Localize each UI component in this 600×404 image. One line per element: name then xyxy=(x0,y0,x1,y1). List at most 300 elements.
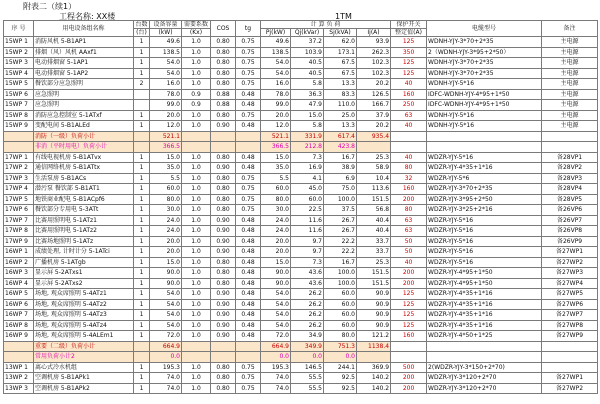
cell-kx: 1.0 xyxy=(182,110,211,121)
cell-count: 1 xyxy=(134,152,150,163)
header-count: 台数 xyxy=(135,21,148,28)
cell-qj: 103.9 xyxy=(291,47,324,58)
cell-capacity: 24.0 xyxy=(150,215,182,226)
cell-kx: 1.0 xyxy=(182,121,211,132)
cell-name: 地铁商业配电 5-B1ACpf6 xyxy=(34,194,134,205)
cell-sj: 22.2 xyxy=(324,247,357,258)
cell-capacity: 74.0 xyxy=(150,373,182,384)
cell-ij: 151.5 xyxy=(357,194,391,205)
cell-tg xyxy=(236,352,261,363)
cell-cable: WDZR-YJY-4*35+1*16 xyxy=(427,289,542,300)
cell-kx: 1.0 xyxy=(182,289,211,300)
cell-cable: WDZR-YJY-4*35+1*16 xyxy=(427,163,542,174)
cell-ij: 56.8 xyxy=(357,205,391,216)
cell-seq: 15WP 3 xyxy=(4,58,34,69)
cell-sj: 26.7 xyxy=(324,215,357,226)
cell-count: 2 xyxy=(134,79,150,90)
cell-seq: 16WP 2 xyxy=(4,257,34,268)
cell-kx xyxy=(182,341,211,352)
cell-note: 备28VP2 xyxy=(542,163,598,174)
cell-count: 1 xyxy=(134,257,150,268)
header-tg: tg xyxy=(236,21,261,37)
cell-count: 1 xyxy=(134,205,150,216)
cell-qj: 43.6 xyxy=(291,268,324,279)
cell-sj: 100.0 xyxy=(324,278,357,289)
cell-pj: 15.0 xyxy=(261,257,291,268)
table-row xyxy=(4,89,598,100)
cell-sj: 92.5 xyxy=(324,383,357,394)
cell-kx: 1.0 xyxy=(182,163,211,174)
cell-pj: 366.5 xyxy=(261,142,291,153)
cell-kx: 0.9 xyxy=(182,100,211,111)
cell-sj: 617.4 xyxy=(324,131,357,142)
cell-note: 主电源 xyxy=(542,89,598,100)
cell-note: 备28VP1 xyxy=(542,152,598,163)
cell-kx: 1.0 xyxy=(182,152,211,163)
cell-ij: 40.4 xyxy=(357,226,391,237)
cell-tg: 0.75 xyxy=(236,58,261,69)
cell-qj: 22.5 xyxy=(291,205,324,216)
cell-cos: 0.90 xyxy=(211,163,236,174)
cell-count: 1 xyxy=(134,383,150,394)
table-row xyxy=(4,58,598,69)
cell-name: 餐饮部分应急照明 xyxy=(34,79,134,90)
cell-cos xyxy=(211,352,236,363)
cell-sj: 83.3 xyxy=(324,89,357,100)
cell-count: 1 xyxy=(134,299,150,310)
cell-cable: IDFC-WDNH-YJY-4*95+1*50 xyxy=(427,89,542,100)
cell-sj: 16.7 xyxy=(324,257,357,268)
table-row xyxy=(4,310,598,321)
cell-pj: 664.9 xyxy=(261,341,291,352)
table-row xyxy=(4,121,598,132)
cell-qj: 55.5 xyxy=(291,373,324,384)
cell-breaker: 125 xyxy=(391,320,427,331)
cell-kx: 1.0 xyxy=(182,247,211,258)
cell-count: 1 xyxy=(134,194,150,205)
cell-qj: 5.8 xyxy=(291,121,324,132)
table-row xyxy=(4,247,598,258)
cell-cos: 0.90 xyxy=(211,226,236,237)
cell-count: 1 xyxy=(134,37,150,48)
cell-note: 备27WP6 xyxy=(542,299,598,310)
cell-note: 备27WP7 xyxy=(542,310,598,321)
cell-qj: 7.3 xyxy=(291,152,324,163)
cell-ij: 151.5 xyxy=(357,268,391,279)
cell-capacity: 54.0 xyxy=(150,289,182,300)
cell-capacity: 12.0 xyxy=(150,121,182,132)
cell-breaker: 500 xyxy=(391,362,427,373)
cell-ij: 33.7 xyxy=(357,247,391,258)
table-row xyxy=(4,110,598,121)
cell-tg: 0.48 xyxy=(236,268,261,279)
cell-ij xyxy=(357,142,391,153)
cell-note: 备27WP2 xyxy=(542,383,598,394)
cell-seq xyxy=(4,352,34,363)
cell-pj: 49.6 xyxy=(261,37,291,48)
cell-breaker: 125 xyxy=(391,58,427,69)
cell-cos: 0.80 xyxy=(211,268,236,279)
cell-pj: 0.0 xyxy=(261,352,291,363)
cell-cable: 2（WDNH-YJY-3*95+2*50） xyxy=(427,47,542,58)
cell-qj: 37.2 xyxy=(291,37,324,48)
cell-breaker: 32 xyxy=(391,173,427,184)
cell-qj: 47.9 xyxy=(291,100,324,111)
cell-kx: 1.0 xyxy=(182,268,211,279)
cell-ij: 166.7 xyxy=(357,100,391,111)
cell-qj: 7.3 xyxy=(291,257,324,268)
cell-cos: 0.80 xyxy=(211,58,236,69)
cell-kx: 1.0 xyxy=(182,215,211,226)
cell-ij: 369.9 xyxy=(357,362,391,373)
cell-ij: 102.3 xyxy=(357,58,391,69)
cell-ij: 37.9 xyxy=(357,110,391,121)
cell-pj: 20.0 xyxy=(261,236,291,247)
cell-ij: 262.3 xyxy=(357,47,391,58)
table-row xyxy=(4,152,598,163)
cell-seq: 17WP 8 xyxy=(4,226,34,237)
transformer-label: 1TM xyxy=(335,12,352,21)
cell-ij: 151.5 xyxy=(357,278,391,289)
cell-breaker: 125 xyxy=(391,299,427,310)
table-row xyxy=(4,268,598,279)
cell-sj: 751.3 xyxy=(324,341,357,352)
cell-seq: 16WP 5 xyxy=(4,289,34,300)
table-row xyxy=(4,47,598,58)
cell-pj: 54.0 xyxy=(261,299,291,310)
cell-cos: 0.80 xyxy=(211,373,236,384)
cell-breaker: 125 xyxy=(391,37,427,48)
cell-sj: 244.1 xyxy=(324,362,357,373)
cell-pj: 99.0 xyxy=(261,100,291,111)
cell-name: 场地, 观众席照明 5-4ATz4 xyxy=(34,320,134,331)
cell-seq xyxy=(4,131,34,142)
header-note: 备注 xyxy=(542,21,598,37)
cell-sj: 25.0 xyxy=(324,110,357,121)
cell-count: 1 xyxy=(134,247,150,258)
header-cos: COS xyxy=(211,21,236,37)
cell-seq: 16WP 6 xyxy=(4,299,34,310)
cell-cos: 0.80 xyxy=(211,173,236,184)
table-row xyxy=(4,100,598,111)
cell-note: 主电源 xyxy=(542,47,598,58)
cell-qj: 40.5 xyxy=(291,68,324,79)
cell-seq: 15WP 2 xyxy=(4,47,34,58)
header-ij: Ij(A) xyxy=(357,29,391,37)
cell-kx xyxy=(182,131,211,142)
cell-ij: 1138.4 xyxy=(357,341,391,352)
cell-capacity: 20.0 xyxy=(150,247,182,258)
cell-breaker: 200 xyxy=(391,278,427,289)
cell-tg: 0.75 xyxy=(236,79,261,90)
cell-kx: 1.0 xyxy=(182,58,211,69)
cell-sj: 173.1 xyxy=(324,47,357,58)
cell-name: 显示屏 5-2ATxs2 xyxy=(34,278,134,289)
cell-name: 有线电视机房 5-B1ATvx xyxy=(34,152,134,163)
cell-breaker: 40 xyxy=(391,121,427,132)
cell-sj: 0.0 xyxy=(324,352,357,363)
table-row xyxy=(4,289,598,300)
cell-qj: 5.8 xyxy=(291,79,324,90)
cell-tg: 0.48 xyxy=(236,299,261,310)
cell-qj: 40.5 xyxy=(291,58,324,69)
table-row xyxy=(4,331,598,342)
cell-seq: 15WP 1 xyxy=(4,37,34,48)
cell-note: 备27WP1 xyxy=(542,373,598,384)
cell-pj: 78.0 xyxy=(261,89,291,100)
cell-name: 餐饮部分专用电 5-3ATt xyxy=(34,205,134,216)
cell-seq: 13WP 2 xyxy=(4,373,34,384)
cell-seq xyxy=(4,341,34,352)
cell-sj: 62.0 xyxy=(324,37,357,48)
table-row xyxy=(4,215,598,226)
cell-tg xyxy=(236,131,261,142)
cell-pj: 521.1 xyxy=(261,131,291,142)
cell-cable: WDNH-YJY-3*70+2*35 xyxy=(427,68,542,79)
cell-note: 主电源 xyxy=(542,68,598,79)
cell-sj: 423.8 xyxy=(324,142,357,153)
cell-count xyxy=(134,131,150,142)
cell-ij: 58.9 xyxy=(357,163,391,174)
cell-cos: 0.88 xyxy=(211,100,236,111)
cell-cos xyxy=(211,131,236,142)
cell-cable: WDZR-YJY-5*16 xyxy=(427,152,542,163)
table-row xyxy=(4,205,598,216)
cell-note: 备26VP7 xyxy=(542,215,598,226)
cell-tg: 0.75 xyxy=(236,47,261,58)
cell-breaker: 160 xyxy=(391,89,427,100)
cell-cable: WDNH-YJY-5*16 xyxy=(427,79,542,90)
cell-name: 变配电间 5-B1ALEd xyxy=(34,121,134,132)
cell-seq: 15WP 4 xyxy=(4,68,34,79)
cell-name: 消防（一级）负荷小计 xyxy=(34,131,134,142)
cell-kx xyxy=(182,142,211,153)
cell-seq: 16WP 8 xyxy=(4,320,34,331)
cell-capacity: 5.5 xyxy=(150,173,182,184)
cell-seq: 17WP 5 xyxy=(4,194,34,205)
cell-ij: 33.7 xyxy=(357,236,391,247)
cell-tg: 0.48 xyxy=(236,320,261,331)
cell-count: 1 xyxy=(134,236,150,247)
cell-ij: 10.4 xyxy=(357,173,391,184)
cell-capacity: 54.0 xyxy=(150,320,182,331)
cell-capacity: 15.0 xyxy=(150,152,182,163)
cell-breaker: 125 xyxy=(391,289,427,300)
cell-breaker: 125 xyxy=(391,310,427,321)
cell-ij: 90.9 xyxy=(357,310,391,321)
cell-name: 电动排烟窗 5-1AP2 xyxy=(34,68,134,79)
cell-note: 主电源 xyxy=(542,79,598,90)
cell-tg: 0.75 xyxy=(236,194,261,205)
cell-note xyxy=(542,131,598,142)
cell-note: 备28VP5 xyxy=(542,194,598,205)
cell-capacity: 90.0 xyxy=(150,268,182,279)
cell-note: 主电源 xyxy=(542,110,598,121)
cell-qj: 4.1 xyxy=(291,173,324,184)
cell-tg: 0.75 xyxy=(236,37,261,48)
cell-breaker: 40 xyxy=(391,152,427,163)
cell-ij: 935.4 xyxy=(357,131,391,142)
cell-sj: 6.9 xyxy=(324,173,357,184)
cell-cable xyxy=(427,131,542,142)
cell-ij: 40.4 xyxy=(357,215,391,226)
cell-capacity: 54.0 xyxy=(150,58,182,69)
cell-cable: WDZR-YJY-5*16 xyxy=(427,257,542,268)
cell-seq: 16WP 7 xyxy=(4,310,34,321)
cell-count: 1 xyxy=(134,289,150,300)
cell-seq: 17WP 4 xyxy=(4,184,34,195)
cell-cable: 2(WDZR-YJY-3*150+2*70) xyxy=(427,362,542,373)
cell-cable: WDZR-YJY-3*120+2*70 xyxy=(427,373,542,384)
cell-ij: 102.3 xyxy=(357,68,391,79)
cell-tg: 0.75 xyxy=(236,205,261,216)
cell-note xyxy=(542,352,598,363)
subtotal-row xyxy=(4,352,598,363)
cell-seq: 17WP 2 xyxy=(4,163,34,174)
cell-cos: 0.80 xyxy=(211,205,236,216)
cell-name: 电动排烟窗 5-1AP1 xyxy=(34,58,134,69)
cell-breaker: 125 xyxy=(391,68,427,79)
cell-cos: 0.80 xyxy=(211,362,236,373)
cell-kx: 1.0 xyxy=(182,373,211,384)
cell-tg: 0.48 xyxy=(236,247,261,258)
cell-qj: 11.6 xyxy=(291,226,324,237)
cell-capacity: 60.0 xyxy=(150,184,182,195)
cell-qj: 36.3 xyxy=(291,89,324,100)
cell-sj: 16.7 xyxy=(324,152,357,163)
cell-name: 重要（二级）负荷小计 xyxy=(34,341,134,352)
cell-note: 备27WP3 xyxy=(542,268,598,279)
cell-capacity: 0.0 xyxy=(150,352,182,363)
cell-pj: 24.0 xyxy=(261,226,291,237)
cell-sj: 60.0 xyxy=(324,320,357,331)
cell-kx: 1.0 xyxy=(182,383,211,394)
cell-tg: 0.75 xyxy=(236,383,261,394)
cell-name: 显示屏 5-2ATxs1 xyxy=(34,268,134,279)
cell-cos: 0.80 xyxy=(211,37,236,48)
cell-cos: 0.90 xyxy=(211,236,236,247)
cell-cos: 0.90 xyxy=(211,320,236,331)
cell-note: 备26VP9 xyxy=(542,236,598,247)
cell-kx: 1.0 xyxy=(182,331,211,342)
cell-qj: 11.6 xyxy=(291,215,324,226)
cell-pj: 54.0 xyxy=(261,310,291,321)
cell-cable: WDNH-YJY-3*70+2*35 xyxy=(427,58,542,69)
cell-count: 1 xyxy=(134,47,150,58)
cell-sj: 67.5 xyxy=(324,68,357,79)
cell-breaker: 250 xyxy=(391,100,427,111)
table-row xyxy=(4,299,598,310)
cell-cos: 0.90 xyxy=(211,121,236,132)
cell-note: 备26VP6 xyxy=(542,205,598,216)
cell-ij: 126.5 xyxy=(357,89,391,100)
cell-note: 主电源 xyxy=(542,121,598,132)
header-kx: 需要系数 xyxy=(182,21,211,29)
table-row xyxy=(4,362,598,373)
cell-sj: 92.5 xyxy=(324,373,357,384)
cell-note: 备26VP8 xyxy=(542,226,598,237)
cell-kx: 1.0 xyxy=(182,68,211,79)
cell-tg: 0.48 xyxy=(236,89,261,100)
cell-capacity: 20.0 xyxy=(150,110,182,121)
cell-tg: 0.48 xyxy=(236,215,261,226)
cell-note: 备27WP9 xyxy=(542,331,598,342)
cell-count: 1 xyxy=(134,173,150,184)
cell-seq: 15WP 8 xyxy=(4,110,34,121)
cell-name: 消防风机 5-B1AP1 xyxy=(34,37,134,48)
cell-capacity: 99.0 xyxy=(150,100,182,111)
cell-qj: 60.0 xyxy=(291,194,324,205)
project-name: 工程名称: XX楼 xyxy=(59,12,116,21)
cell-tg xyxy=(236,142,261,153)
cell-ij: 90.9 xyxy=(357,289,391,300)
cell-pj: 20.0 xyxy=(261,247,291,258)
cell-pj: 74.0 xyxy=(261,383,291,394)
cell-tg xyxy=(236,341,261,352)
cell-seq: 17WP 6 xyxy=(4,205,34,216)
cell-breaker: 50 xyxy=(391,236,427,247)
cell-kx: 1.0 xyxy=(182,194,211,205)
cell-capacity: 49.6 xyxy=(150,37,182,48)
cell-cos: 0.80 xyxy=(211,68,236,79)
table-row xyxy=(4,68,598,79)
cell-capacity: 20.0 xyxy=(150,236,182,247)
cell-name: 排烟（风）风机 AAxf1 xyxy=(34,47,134,58)
cell-count: 1 xyxy=(134,215,150,226)
header-cable: 电缆型号 xyxy=(427,21,542,37)
cell-breaker: 63 xyxy=(391,110,427,121)
cell-breaker: 40 xyxy=(391,257,427,268)
cell-sj: 26.7 xyxy=(324,226,357,237)
cell-seq: 15WP 6 xyxy=(4,89,34,100)
cell-ij: 20.2 xyxy=(357,79,391,90)
cell-breaker: 200 xyxy=(391,373,427,384)
cell-pj: 80.0 xyxy=(261,194,291,205)
cell-capacity: 138.5 xyxy=(150,47,182,58)
cell-ij: 113.6 xyxy=(357,184,391,195)
cell-cable: WDZR-YJY-3*95+2*50 xyxy=(427,194,542,205)
cell-cable: WDZR-YJY-4*50+1*25 xyxy=(427,331,542,342)
cell-pj: 35.0 xyxy=(261,163,291,174)
cell-seq: 15WP 5 xyxy=(4,79,34,90)
cell-cable xyxy=(427,142,542,153)
cell-ij: 121.2 xyxy=(357,331,391,342)
cell-note xyxy=(542,142,598,153)
cell-kx: 1.0 xyxy=(182,37,211,48)
cell-capacity: 35.0 xyxy=(150,163,182,174)
cell-cable: WDZR-YJY-4*35+1*16 xyxy=(427,299,542,310)
cell-cos: 0.90 xyxy=(211,215,236,226)
cell-ij: 25.3 xyxy=(357,152,391,163)
cell-ij: 20.2 xyxy=(357,121,391,132)
cell-cos: 0.90 xyxy=(211,247,236,258)
cell-ij: 90.9 xyxy=(357,320,391,331)
cell-count: 1 xyxy=(134,184,150,195)
cell-capacity: 54.0 xyxy=(150,299,182,310)
cell-note: 备27WP1 xyxy=(542,247,598,258)
cell-name: 比赛用照明电 5-1ATz1 xyxy=(34,215,134,226)
cell-qj: 43.6 xyxy=(291,278,324,289)
cell-count: 1 xyxy=(134,268,150,279)
cell-seq xyxy=(4,142,34,153)
cell-name: 成绩处理, 计时计分 5-1ATci xyxy=(34,247,134,258)
cell-count: 1 xyxy=(134,226,150,237)
header-name: 用电设备组名称 xyxy=(34,21,134,37)
cell-cos xyxy=(211,341,236,352)
cell-sj: 75.0 xyxy=(324,184,357,195)
cell-note: 备27WP5 xyxy=(542,289,598,300)
cell-seq: 16WP 9 xyxy=(4,331,34,342)
